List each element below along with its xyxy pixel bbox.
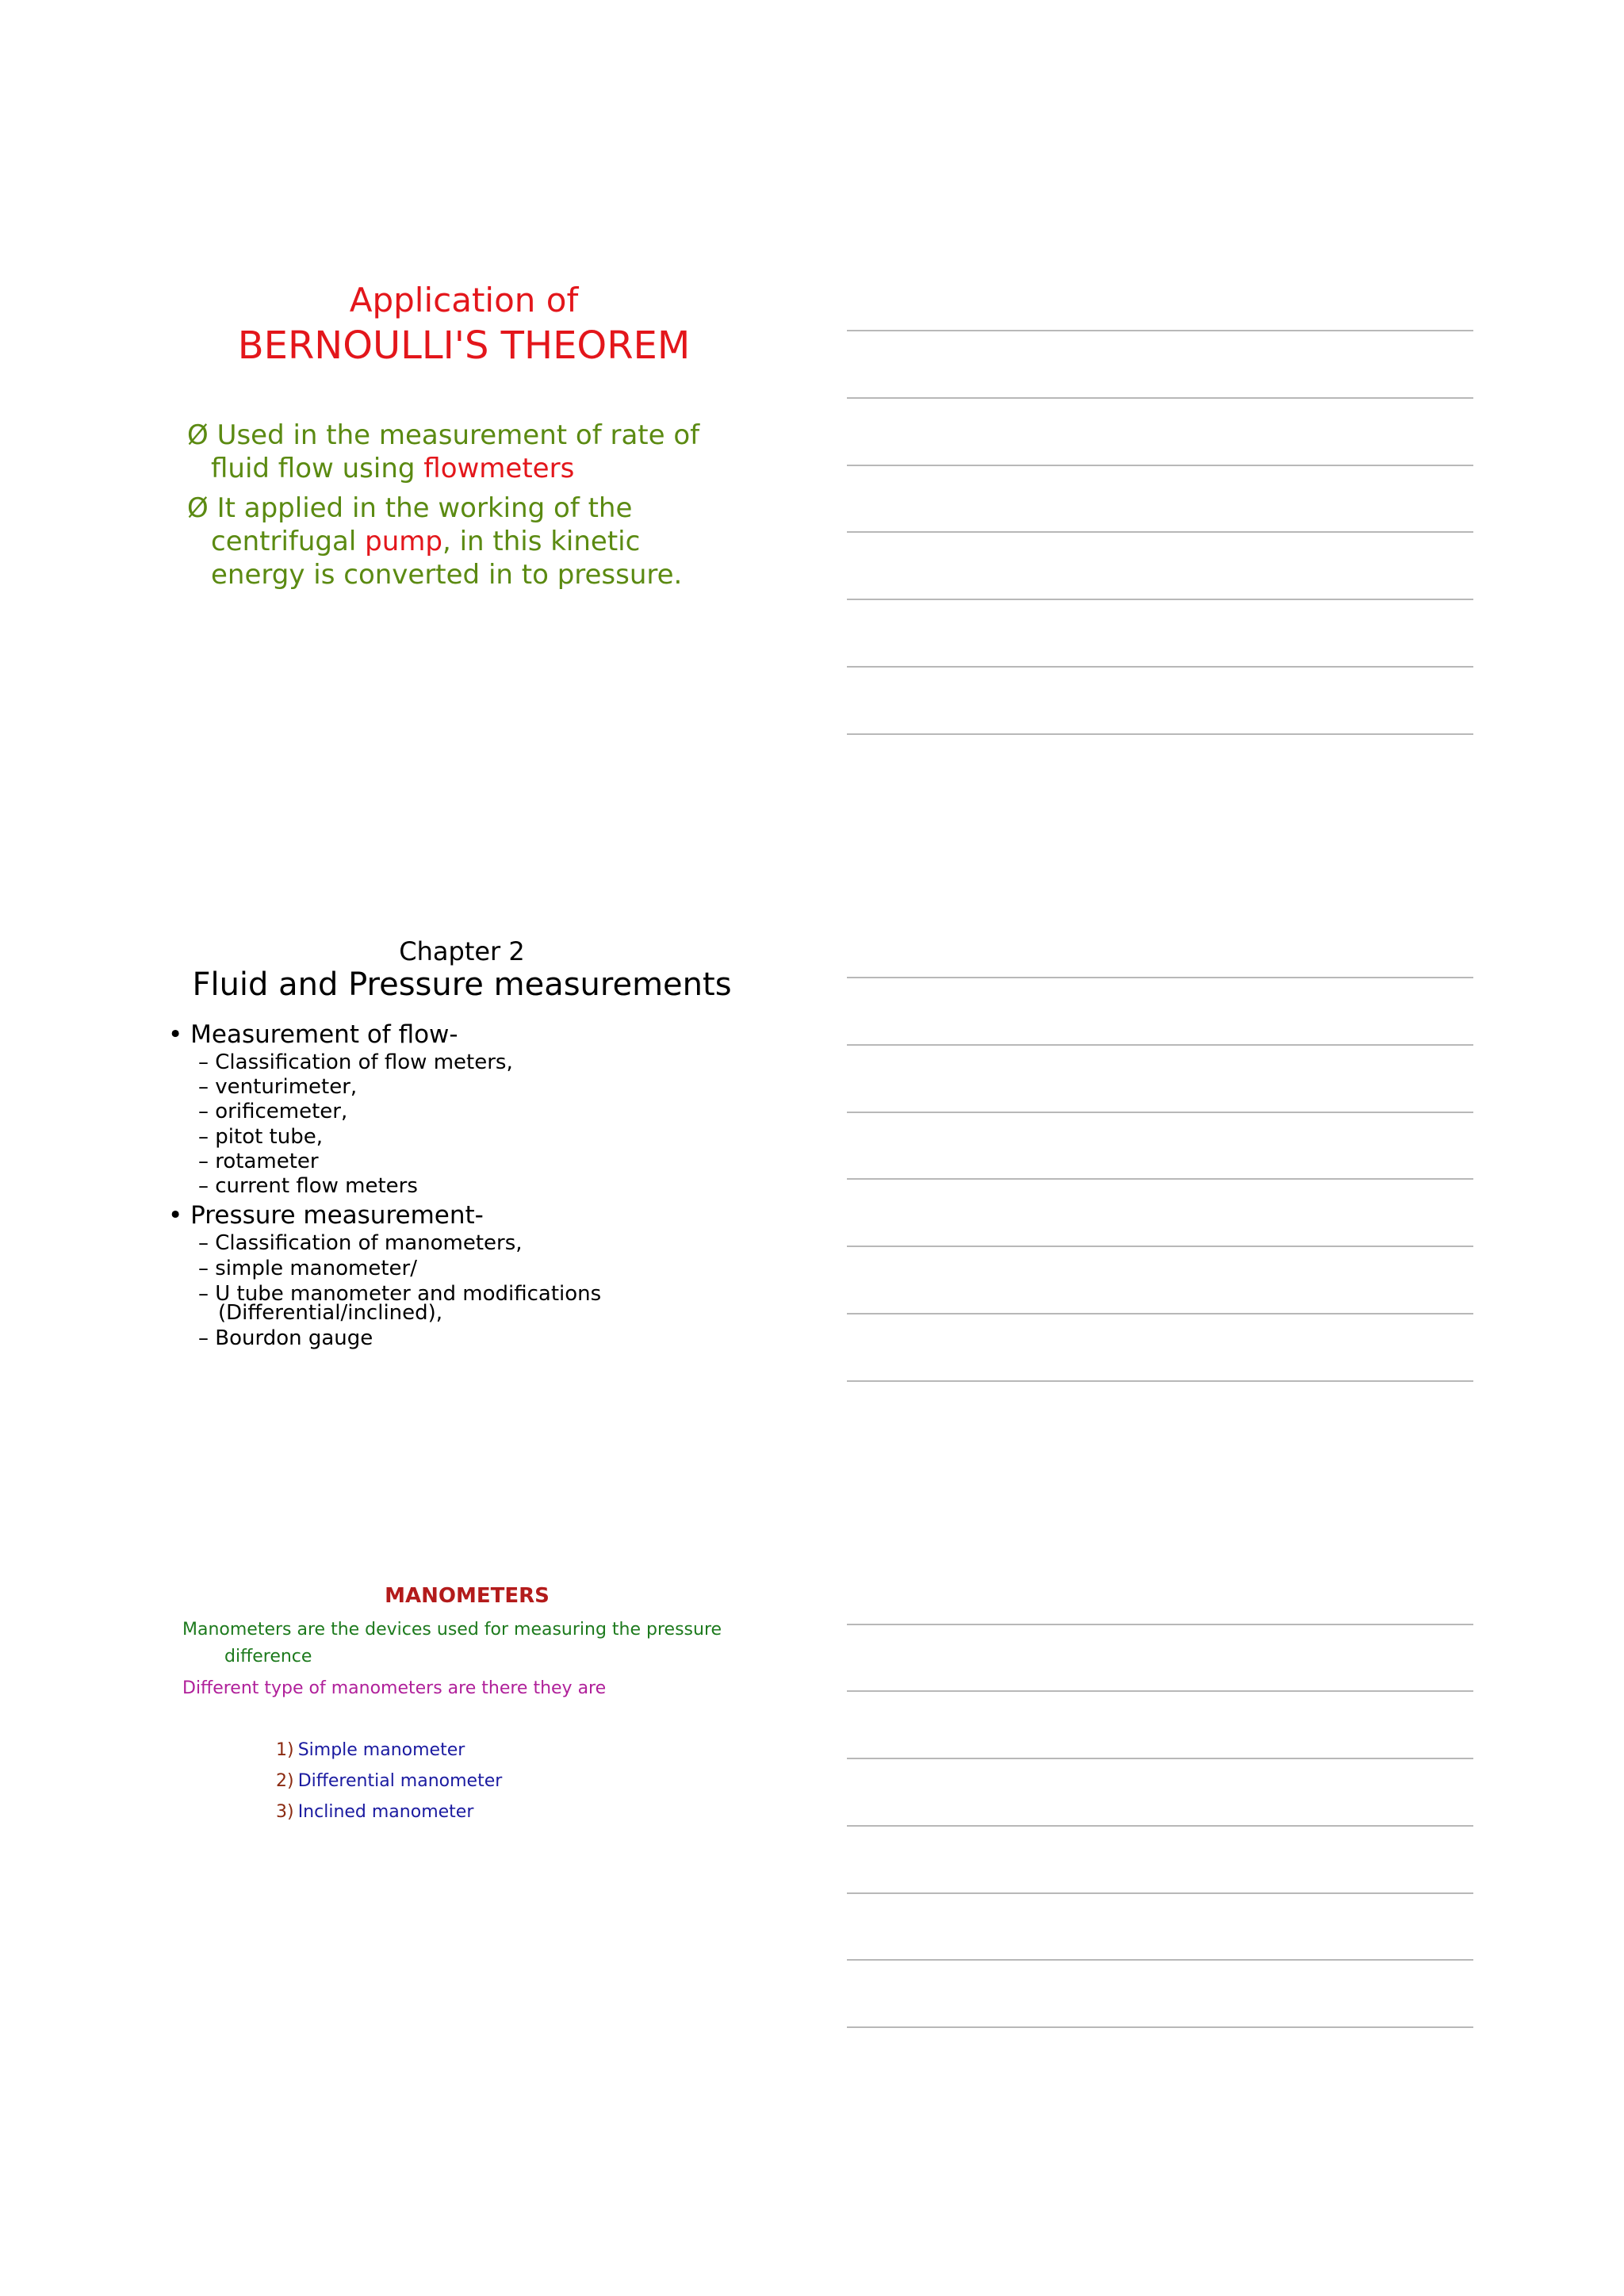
bullet-marker: • (168, 1020, 183, 1049)
notes-line (847, 1624, 1473, 1625)
notes-line (847, 397, 1473, 399)
list-item-label: venturimeter, (215, 1075, 358, 1099)
notes-line (847, 1313, 1473, 1314)
section-flow-heading-text: Measurement of flow- (190, 1020, 458, 1049)
slide-1-title-line2: BERNOULLI'S THEOREM (237, 323, 691, 368)
notes-line (847, 1690, 1473, 1692)
notes-line (847, 330, 1473, 331)
notes-line (847, 1959, 1473, 1961)
list-item (198, 1102, 347, 1122)
list-item-label: Bourdon gauge (215, 1326, 373, 1350)
bullet-marker: • (168, 1201, 183, 1230)
sub-marker: – (198, 1075, 209, 1099)
bullet-2 (187, 492, 632, 525)
pump-highlight: pump (365, 526, 442, 557)
notes-line (847, 1178, 1473, 1180)
list-number: 1) (276, 1740, 294, 1760)
bullet-2-line1: It applied in the working of the (216, 492, 633, 524)
bullet-marker: Ø (187, 492, 209, 524)
notes-line (847, 666, 1473, 668)
notes-line (847, 1246, 1473, 1247)
list-item-label: current flow meters (215, 1174, 418, 1198)
bullet-1-line1: Used in the measurement of rate of (216, 419, 700, 451)
notes-line (847, 465, 1473, 466)
bullet-2-line2 (211, 525, 640, 558)
list-item (198, 1077, 357, 1097)
flowmeters-highlight: flowmeters (423, 453, 575, 484)
sub-marker: – (198, 1257, 209, 1280)
notes-line (847, 531, 1473, 533)
slide-3-title: MANOMETERS (385, 1584, 550, 1608)
notes-line (847, 1825, 1473, 1827)
chapter-label: Chapter 2 (399, 936, 525, 966)
bullet-1-line2 (211, 452, 574, 485)
bullet-1 (187, 419, 699, 452)
slide-1-title-line1: Application of (349, 281, 579, 320)
bullet-1-line2-text: fluid flow using (211, 453, 424, 484)
list-item-continuation: (Differential/inclined), (218, 1301, 443, 1325)
list-item (276, 1740, 465, 1760)
list-number: 2) (276, 1771, 294, 1791)
notes-line (847, 977, 1473, 978)
list-item-label: U tube manometer and modifications (215, 1282, 602, 1306)
list-number: 3) (276, 1802, 294, 1822)
notes-line (847, 1758, 1473, 1759)
bullet-2-line3: energy is converted in to pressure. (211, 559, 683, 591)
list-item (276, 1771, 502, 1791)
list-item-label: Differential manometer (297, 1771, 503, 1791)
notes-line (847, 1112, 1473, 1113)
types-intro: Different type of manometers are there they are (182, 1678, 607, 1698)
sub-marker: – (198, 1282, 209, 1306)
section-flow-heading (168, 1020, 458, 1049)
list-item-label: Simple manometer (297, 1740, 465, 1760)
bullet-2-line2-post: , in this kinetic (442, 526, 641, 557)
notes-line (847, 599, 1473, 600)
definition-line2: difference (224, 1647, 312, 1667)
sub-marker: – (198, 1050, 209, 1074)
sub-marker: – (198, 1150, 209, 1173)
list-item (198, 1050, 513, 1074)
section-pressure-heading-text: Pressure measurement- (190, 1201, 484, 1230)
list-item (198, 1231, 523, 1255)
notes-line (847, 1892, 1473, 1894)
list-item-label: simple manometer/ (215, 1257, 417, 1280)
notes-line (847, 1044, 1473, 1046)
list-item-label: Classification of flow meters, (215, 1050, 513, 1074)
bullet-marker: Ø (187, 419, 209, 451)
sub-marker: – (198, 1231, 209, 1255)
sub-marker: – (198, 1174, 209, 1198)
notes-line (847, 2026, 1473, 2028)
section-pressure-heading (168, 1201, 484, 1230)
list-item-label: Classification of manometers, (215, 1231, 523, 1255)
notes-line (847, 1380, 1473, 1382)
bullet-2-line2-pre: centrifugal (211, 526, 366, 557)
sub-marker: – (198, 1326, 209, 1350)
definition-line1: Manometers are the devices used for measuring the pressure (182, 1620, 722, 1640)
list-item-label: Inclined manometer (297, 1802, 474, 1822)
list-item (198, 1174, 418, 1198)
list-item-label: orificemeter, (215, 1100, 348, 1123)
list-item-label: pitot tube, (215, 1125, 323, 1149)
notes-line (847, 733, 1473, 735)
sub-marker: – (198, 1100, 209, 1123)
list-item-label: rotameter (215, 1150, 319, 1173)
list-item (198, 1259, 417, 1279)
list-item (198, 1127, 323, 1147)
slide-2-title: Fluid and Pressure measurements (192, 966, 732, 1003)
list-item (198, 1326, 373, 1350)
list-item (198, 1152, 319, 1172)
list-item (276, 1802, 473, 1822)
sub-marker: – (198, 1125, 209, 1149)
